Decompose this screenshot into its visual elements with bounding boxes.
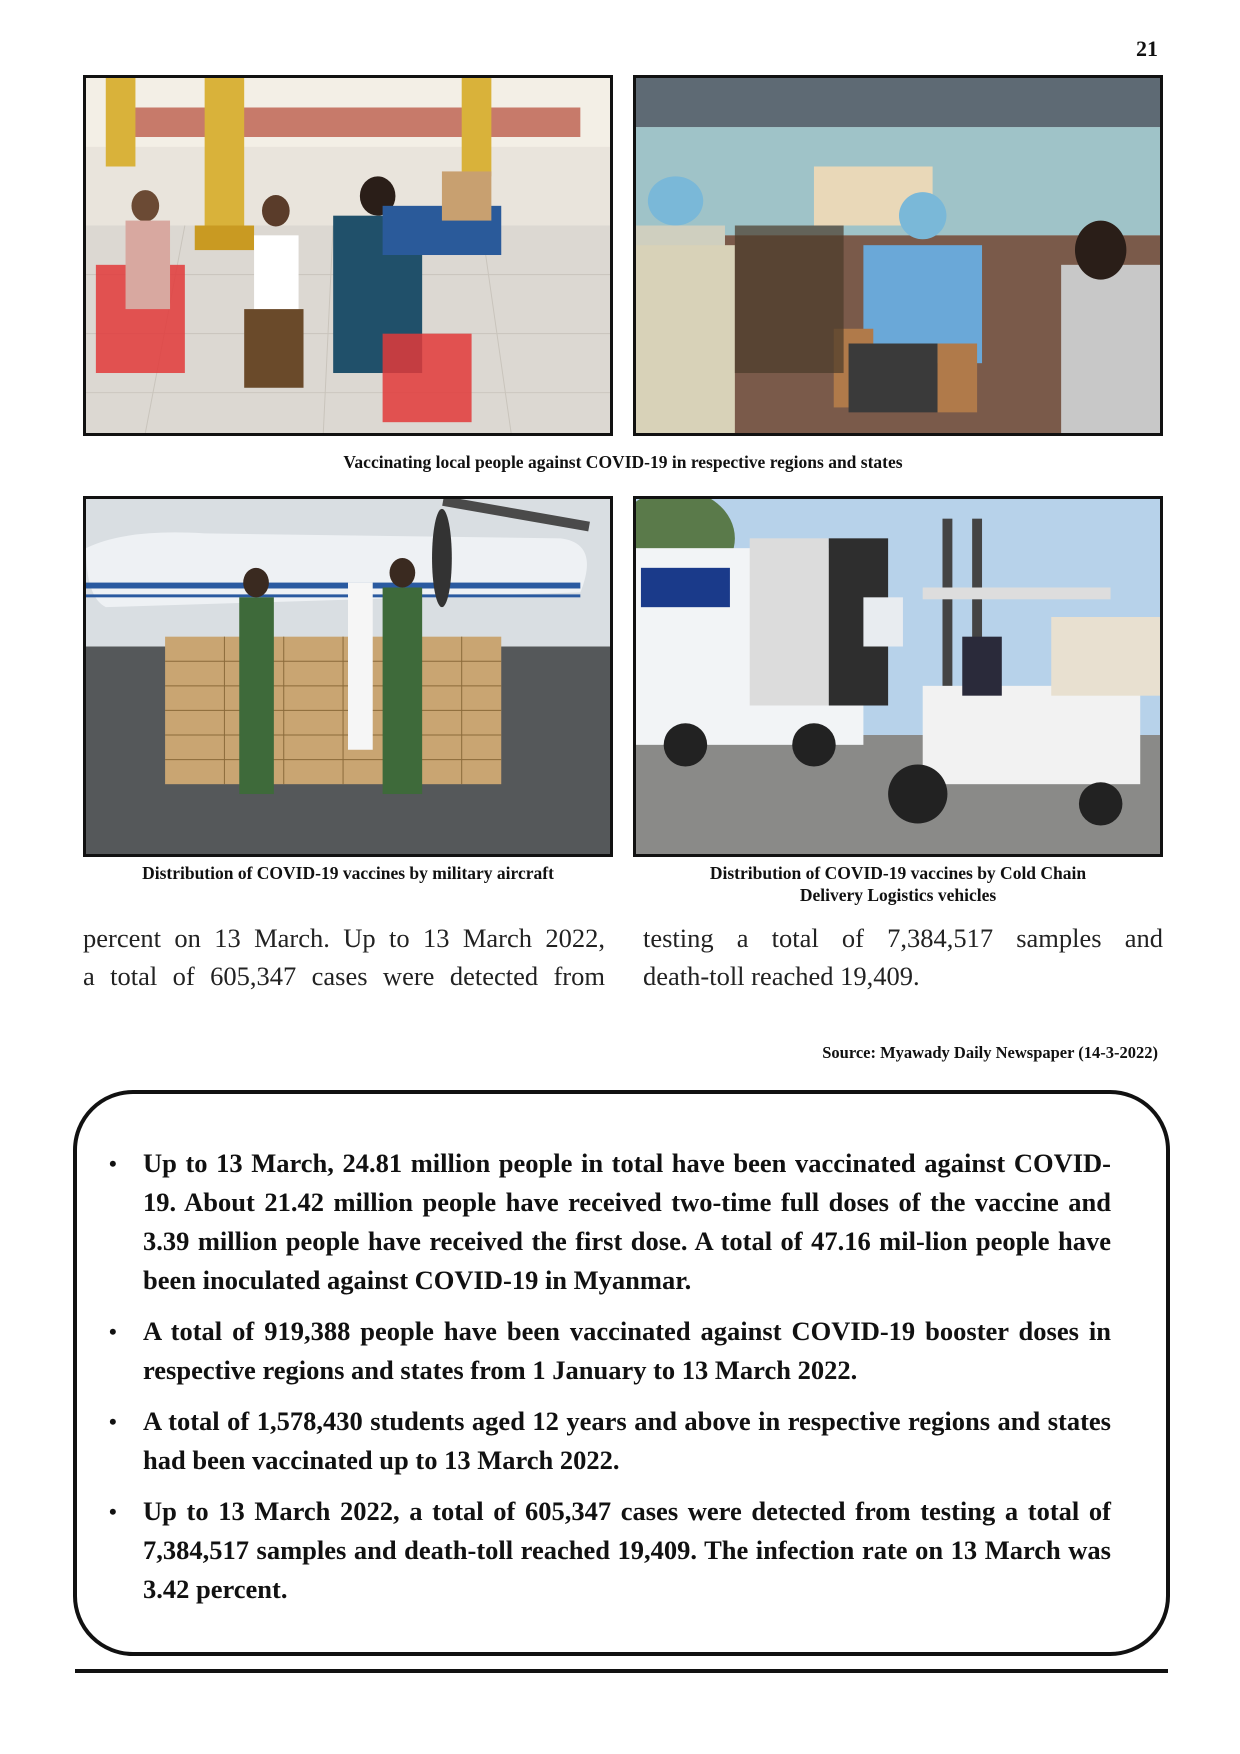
summary-item — [109, 1144, 1111, 1300]
summary-item-text: Up to 13 March, 24.81 million people in total have been vaccinated against COVID-19. About 21.42 million people have received two-time full doses of the vaccine and 3.39 million people have received the first dose. A total of 47.16 mil-lion people have been inoculated against COVID-19 in Myanmar. — [143, 1148, 1111, 1295]
page-number: 21 — [1136, 36, 1158, 61]
summary-item — [109, 1492, 1111, 1609]
military-aircraft-vaccine-handover-photo — [83, 496, 613, 857]
body-text-line: testing a total of 7,384,517 samples and — [643, 923, 1163, 953]
vaccination-in-pagoda-hall-photo — [83, 75, 613, 436]
bullet-icon: • — [109, 1409, 117, 1434]
body-text-column-left — [83, 919, 605, 995]
cold-chain-truck-forklift-photo — [633, 496, 1163, 857]
body-text-line: a total of 605,347 cases were detected from — [83, 961, 605, 991]
summary-list — [109, 1144, 1111, 1621]
aircraft-photo-caption: Distribution of COVID-19 vaccines by military aircraft — [142, 863, 554, 883]
truck-caption-line-2: Delivery Logistics vehicles — [799, 885, 997, 905]
top-photos-caption: Vaccinating local people against COVID-19 in respective regions and states — [343, 452, 903, 472]
bullet-icon: • — [109, 1499, 117, 1524]
truck-photo-caption — [633, 862, 1163, 906]
bullet-icon: • — [109, 1319, 117, 1344]
vaccination-in-hall-photo — [633, 75, 1163, 436]
bullet-icon: • — [109, 1151, 117, 1176]
truck-caption-line-1: Distribution of COVID-19 vaccines by Cold Chain — [709, 863, 1087, 883]
body-text-column-right — [643, 919, 1163, 995]
body-text-line: death-toll reached 19,409. — [643, 961, 920, 991]
summary-item-text: A total of 919,388 people have been vaccinated against COVID-19 booster doses in respective regions and states from 1 January to 13 March 2022. — [143, 1316, 1111, 1385]
summary-item-text: A total of 1,578,430 students aged 12 years and above in respective regions and states had been vaccinated up to 13 March 2022. — [143, 1406, 1111, 1475]
summary-box — [73, 1090, 1170, 1656]
footer-rule — [75, 1669, 1168, 1673]
body-text-line: percent on 13 March. Up to 13 March 2022, — [83, 923, 605, 953]
summary-item-text: Up to 13 March 2022, a total of 605,347 cases were detected from testing a total of 7,384,517 samples and death-toll reached 19,409. The infection rate on 13 March was 3.42 percent. — [143, 1496, 1111, 1604]
source-citation: Source: Myawady Daily Newspaper (14-3-2022) — [822, 1043, 1158, 1062]
summary-item — [109, 1312, 1111, 1390]
summary-item — [109, 1402, 1111, 1480]
